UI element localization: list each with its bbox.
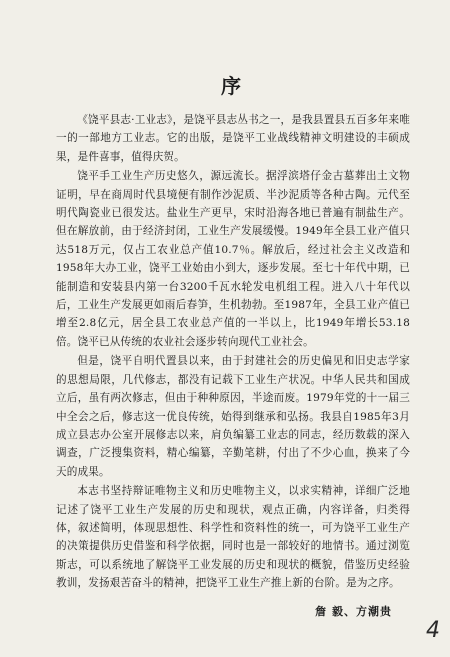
preface-title: 序 [221,74,245,98]
preface-body [56,111,410,593]
page-number: 4 [426,618,440,643]
paragraph: 但是，饶平自明代置县以来，由于封建社会的历史偏见和旧史志学家的思想局限，几代修志，都没有记载下工业生产状况。中华人民共和国成立后，虽有两次修志，但由于种种原因，半途而废。1979年党的十一届三中全会之后，修志这一优良传统，始得到继承和弘扬。我县自1985年3月成立县志办公室开展修志以来，肩负编纂工业志的同志，经历数载的深入调查，广泛搜集资料，精心编纂，辛勤笔耕，付出了不少心血，换来了今天的成果。 [56,355,410,478]
paragraph: 《饶平县志·工业志》，是饶平县志丛书之一，是我县置县五百多年来唯一的一部地方工业志。它的出版，是饶平工业战线精神文明建设的丰硕成果，是件喜事，值得庆贺。 [56,114,410,163]
author-signature: 詹 毅、方潮贵 [315,604,392,618]
paragraph: 饶平手工业生产历史悠久，源远流长。据浮滨塔仔金古墓葬出土文物证明，早在商周时代县境便有制作沙泥质、半沙泥质等各种古陶。元代至明代陶瓷业已很发达。盐业生产更早，宋时沿海各地已普遍有制盐生产。但在解放前，由于经济封闭，工业生产发展缓慢。1949年全县工业产值只达518万元，仅占工农业总产值10.7％。解放后，经过社会主义改造和1958年大办工业，饶平工业始由小到大，逐步发展。至七十年代中期，已能制造和安装县内第一台3200千瓦水轮发电机组工程。进入八十年代以后，工业生产发展更如雨后春笋，生机勃勃。至1987年，全县工业产值已增至2.8亿元，居全县工农业总产值的一半以上，比1949年增长53.18倍。饶平已从传统的农业社会逐步转向现代工业社会。 [56,170,410,348]
paragraph: 本志书坚持辩证唯物主义和历史唯物主义，以求实精神，详细广泛地记述了饶平工业生产发展的历史和现状，观点正确，内容详备，归类得体，叙述简明，体现思想性、科学性和资料性的统一，可为饶平工业生产的决策提供历史借鉴和科学依据，同时也是一部较好的地情书。通过浏览斯志，可以系统地了解饶平工业发展的历史和现状的概貌，借鉴历史经验教训，发扬艰苦奋斗的精神，把饶平工业生产推上新的台阶。是为之序。 [56,485,410,590]
